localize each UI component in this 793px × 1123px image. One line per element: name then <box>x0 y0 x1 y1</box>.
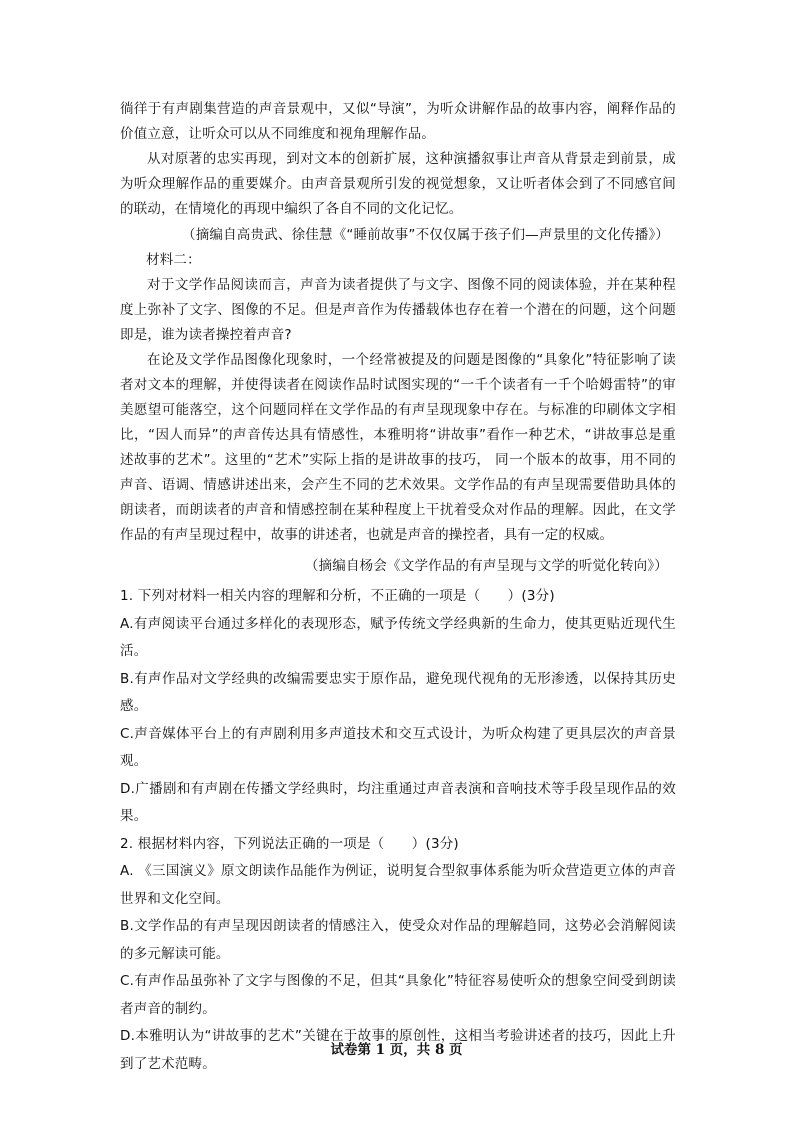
option-b: B.文学作品的有声呈现因朗读者的情感注入，使受众对作品的理解趋同，这势必会消解阅读的多元解读可能。 <box>120 918 676 962</box>
option-b: B.有声作品对文学经典的改编需要忠实于原作品，避免现代视角的无形渗透，以保持其历史感。 <box>120 670 676 714</box>
option-c: C.声音媒体平台上的有声剧利用多声道技术和交互式设计，为听众构建了更具层次的声音景观。 <box>120 725 676 769</box>
passage-paragraph: 在论及文学作品图像化现象时，一个经常被提及的问题是图像的“具象化”特征影响了读者对文本的理解，并使得读者在阅读作品时试图实现的“一千个读者有一千个哈姆雷特”的审美愿望可能落空，这个问题同样在文学作品的有声呈现现象中存在。与标准的印刷体文字相比，“因人而异”的声音传达具有情感性，本雅明将“讲故事”看作一种艺术，“讲故事总是重述故事的艺术”。这里的“艺术”实际上指的是讲故事的技巧， 同一个版本的故事，用不同的声音、语调、情感讲述出来，会产生不同的艺术效果。文学作品的有声呈现需要借助具体的朗读者，而朗读者的声音和情感控制在某种程度上干扰着受众对作品的理解。因此，在文学作品的有声呈现过程中，故事的讲述者，也就是声音的操控者，具有一定的权威。 <box>120 352 676 543</box>
page-content <box>120 97 676 1078</box>
question-stem: 1. 下列对材料一相关内容的理解和分析，不正确的一项是（ ）(3分) <box>120 588 555 604</box>
option-a: A.有声阅读平台通过多样化的表现形态，赋予传统文学经典新的生命力，使其更贴近现代生活。 <box>120 615 676 659</box>
option-c: C.有声作品虽弥补了文字与图像的不足，但其“具象化”特征容易使听众的想象空间受到朗读者声音的制约。 <box>120 973 676 1017</box>
option-d: D.广播剧和有声剧在传播文学经典时，均注重通过声音表演和音响技术等手段呈现作品的效果。 <box>120 780 676 824</box>
passage-source: （摘编自高贵武、徐佳慧《“睡前故事”不仅仅属于孩子们—声景里的文化传播》） <box>182 227 670 243</box>
question-1 <box>120 583 676 831</box>
passage-paragraph: 从对原著的忠实再现，到对文本的创新扩展，这种演播叙事让声音从背景走到前景，成为听众理解作品的重要媒介。由声音景观所引发的视觉想象，又让听者体会到了不同感官间的联动，在情境化的再现中编织了各自不同的文化记忆。 <box>120 151 676 217</box>
page-footer: 试卷第 1 页，共 8 页 <box>330 1042 463 1058</box>
reading-passage <box>120 97 676 579</box>
passage-source: （摘编自杨会《文学作品的有声呈现与文学的听觉化转向》） <box>304 558 668 574</box>
passage-paragraph: 徜徉于有声剧集营造的声音景观中，又似“导演”，为听众讲解作品的故事内容，阐释作品的价值立意，让听众可以从不同维度和视角理解作品。 <box>120 101 676 142</box>
option-d: D.本雅明认为“讲故事的艺术”关键在于故事的原创性，这相当考验讲述者的技巧，因此上升到了艺术范畴。 <box>120 1028 676 1072</box>
passage-paragraph: 对于文学作品阅读而言，声音为读者提供了与文字、图像不同的阅读体验，并在某种程度上弥补了文字、图像的不足。但是声音作为传播载体也存在着一个潜在的问题，这个问题即是，谁为读者操控着声音? <box>120 277 676 343</box>
question-stem: 2. 根据材料内容，下列说法正确的一项是（ ）(3分) <box>120 835 459 852</box>
questions-section <box>120 583 676 1078</box>
material-label: 材料二： <box>146 252 201 268</box>
option-a: A. 《三国演义》原文朗读作品能作为例证，说明复合型叙事体系能为听众营造更立体的声音世界和文化空间。 <box>120 863 676 907</box>
